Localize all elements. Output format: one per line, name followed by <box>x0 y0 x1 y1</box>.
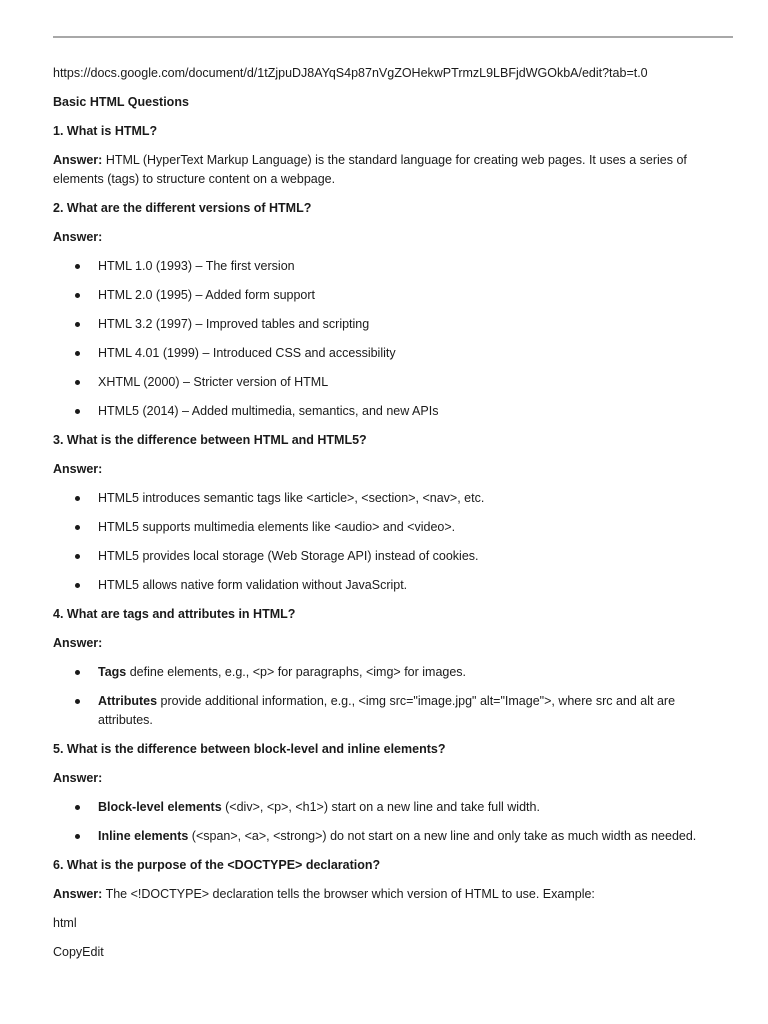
list-item: HTML5 supports multimedia elements like <audio> and <video>. <box>53 518 713 537</box>
answer-6 <box>53 885 713 904</box>
question-2: 2. What are the different versions of HTML? <box>53 201 312 215</box>
document-url[interactable]: https://docs.google.com/document/d/1tZjpuDJ8AYqS4p87nVgZOHekwPTrmzL9LBFjdWGOkbA/edit?tab=t.0 <box>53 66 648 80</box>
list-item <box>53 663 713 682</box>
question-4: 4. What are tags and attributes in HTML? <box>53 607 296 621</box>
answer-label: Answer: <box>53 153 103 167</box>
answer-label: Answer: <box>53 771 103 785</box>
definition: (<span>, <a>, <strong>) do not start on a new line and only take as much width as needed. <box>188 829 697 843</box>
code-language-label: html <box>53 916 77 930</box>
question-6: 6. What is the purpose of the <DOCTYPE> declaration? <box>53 858 381 872</box>
list-item: HTML5 allows native form validation without JavaScript. <box>53 576 713 595</box>
answer-1 <box>53 151 713 189</box>
term: Inline elements <box>98 829 189 843</box>
block-inline-list <box>53 798 713 846</box>
list-item <box>53 692 713 730</box>
definition: (<div>, <p>, <h1>) start on a new line and take full width. <box>221 800 540 814</box>
term: Tags <box>98 665 127 679</box>
answer-1-text: HTML (HyperText Markup Language) is the standard language for creating web pages. It uses a series of elements (tags) to structure content on a webpage. <box>53 153 687 186</box>
question-1: 1. What is HTML? <box>53 124 158 138</box>
answer-label: Answer: <box>53 636 103 650</box>
answer-label: Answer: <box>53 887 103 901</box>
list-item: HTML 3.2 (1997) – Improved tables and scripting <box>53 315 713 334</box>
definition: provide additional information, e.g., <img src="image.jpg" alt="Image">, where src and alt are attributes. <box>98 694 676 727</box>
list-item: HTML 4.01 (1999) – Introduced CSS and accessibility <box>53 344 713 363</box>
tags-attributes-list <box>53 663 713 730</box>
list-item: HTML5 provides local storage (Web Storage API) instead of cookies. <box>53 547 713 566</box>
list-item <box>53 798 713 817</box>
definition: define elements, e.g., <p> for paragraphs, <img> for images. <box>126 665 467 679</box>
top-divider <box>53 36 733 38</box>
question-3: 3. What is the difference between HTML and HTML5? <box>53 433 367 447</box>
section-heading: Basic HTML Questions <box>53 95 189 109</box>
copy-edit-button[interactable]: CopyEdit <box>53 945 104 959</box>
html5-differences-list <box>53 489 713 595</box>
document-content <box>53 64 713 972</box>
list-item: HTML5 (2014) – Added multimedia, semantics, and new APIs <box>53 402 713 421</box>
question-5: 5. What is the difference between block-level and inline elements? <box>53 742 446 756</box>
answer-6-text: The <!DOCTYPE> declaration tells the browser which version of HTML to use. Example: <box>102 887 595 901</box>
html-versions-list <box>53 257 713 421</box>
term: Block-level elements <box>98 800 222 814</box>
answer-label: Answer: <box>53 462 103 476</box>
list-item <box>53 827 713 846</box>
list-item: HTML5 introduces semantic tags like <article>, <section>, <nav>, etc. <box>53 489 713 508</box>
list-item: XHTML (2000) – Stricter version of HTML <box>53 373 713 392</box>
list-item: HTML 2.0 (1995) – Added form support <box>53 286 713 305</box>
term: Attributes <box>98 694 158 708</box>
answer-label: Answer: <box>53 230 103 244</box>
list-item: HTML 1.0 (1993) – The first version <box>53 257 713 276</box>
